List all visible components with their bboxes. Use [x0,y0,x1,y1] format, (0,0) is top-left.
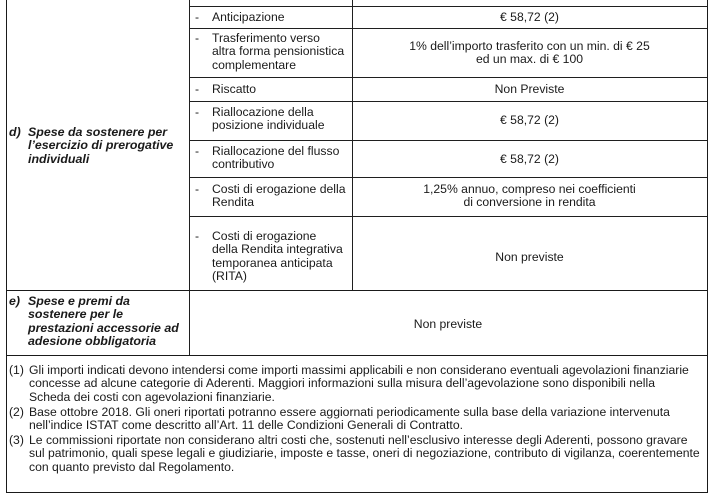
row-divider [189,101,707,102]
note-2-text: Base ottobre 2018. Gli oneri riportati potranno essere aggiornati periodicamente sulla base della variazione intervenuta nell’indice ISTAT come descritto all’Art. 11 delle Condizioni Generali di Contratto. [29,405,670,433]
row-item-erogazione-rendita: Costi di erogazione della Rendita [212,182,346,210]
row-item-riallocazione-flusso: Riallocazione del flusso contributivo [212,144,340,172]
row-dash: - [194,182,200,196]
row-value-riallocazione-flusso: € 58,72 (2) [500,152,559,166]
row-dash: - [194,82,200,96]
row-divider [189,140,707,141]
row-divider [189,77,707,78]
row-dash: - [194,31,200,45]
notes-divider [6,355,708,356]
table-bottom-border [6,492,708,493]
section-divider [6,290,708,291]
row-dash: - [194,10,200,24]
table-left-border [6,0,7,493]
note-2-number: (2) [9,405,24,419]
section-e-letter: e) [9,294,21,308]
row-divider [189,216,707,217]
row-item-riscatto: Riscatto [212,82,257,96]
row-value-riallocazione-posizione: € 58,72 (2) [500,113,559,127]
row-value-rita: Non previste [495,250,564,264]
row-value-riscatto: Non Previste [494,82,565,96]
row-item-riallocazione-posizione: Riallocazione della posizione individuale [212,105,325,133]
row-item-rita: Costi di erogazione della Rendita integrativa temporanea anticipata (RITA) [212,229,343,283]
row-value-erogazione-rendita: 1,25% annuo, compreso nei coefficienti di conversione in rendita [423,182,636,210]
note-1-number: (1) [9,363,24,377]
section-d-label: Spese da sostenere per l’esercizio di prerogative individuali [28,125,174,166]
row-value-anticipazione: € 58,72 (2) [500,10,559,24]
row-value-trasferimento: 1% dell’importo trasferito con un min. di € 25 ed un max. di € 100 [409,39,650,67]
row-item-anticipazione: Anticipazione [212,10,285,24]
table-right-border [707,0,708,493]
note-3-number: (3) [9,433,24,447]
note-1-text: Gli importi indicati devono intendersi come importi massimi applicabili e non considerano eventuali agevolazioni finanziarie concesse ad alcune categorie di Aderenti. Maggiori informazioni sulla misura dell’agevolazione sono disponibili nella Scheda dei costi con agevolazioni finanziarie. [29,363,689,404]
section-d-letter: d) [9,125,21,139]
row-dash: - [194,144,200,158]
row-divider [189,177,707,178]
row-divider [189,28,707,29]
row-dash: - [194,229,200,243]
section-e-label: Spese e premi da sostenere per le prestazioni accessorie ad adesione obbligatoria [28,294,179,348]
section-e-value: Non previste [413,317,483,331]
row-dash: - [194,105,200,119]
note-3-text: Le commissioni riportate non considerano altri costi che, sostenuti nell’esclusivo interesse degli Aderenti, possono gravare sul patrimonio, quali spese legali e giudiziarie, imposte e tasse, oneri di negoziazione, contributo di vigilanza, coerentemente con quanto previsto dal Regolamento. [29,433,700,474]
row-item-trasferimento: Trasferimento verso altra forma pensionistica complementare [212,31,345,72]
row-top-border [189,6,707,7]
